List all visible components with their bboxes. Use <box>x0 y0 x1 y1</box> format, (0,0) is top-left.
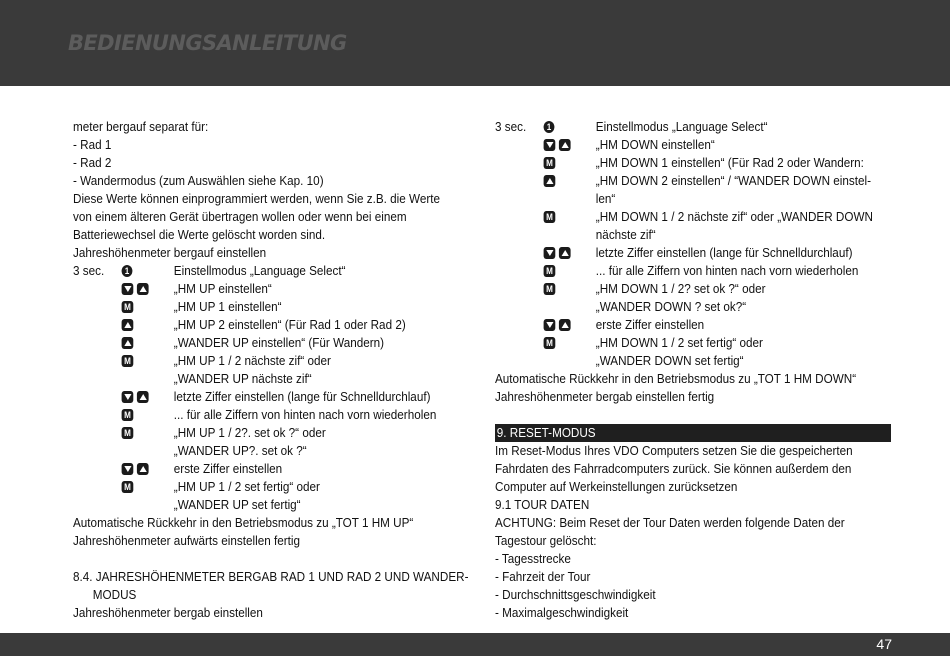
step-text: „HM DOWN 2 einstellen“ / “WANDER DOWN einstel- <box>595 173 872 188</box>
step-text: „HM UP 1 / 2 nächste zif“ oder <box>173 353 331 368</box>
duration-label: 3 sec. <box>495 119 527 134</box>
step-text: ... für alle Ziffern von hinten nach vorn wiederholen <box>595 263 859 278</box>
down-key-icon <box>544 319 556 331</box>
up-key-icon <box>559 319 571 331</box>
step-row <box>73 280 460 298</box>
up-key-icon <box>559 139 571 151</box>
step-row <box>73 262 460 280</box>
down-key-icon <box>544 247 556 259</box>
step-text: „WANDER UP nächste zif“ <box>173 371 312 386</box>
key-1-icon: 1 <box>544 121 555 133</box>
left-column <box>73 118 469 622</box>
m-key-icon: M <box>122 355 134 367</box>
m-key-icon: M <box>122 301 134 313</box>
step-row <box>73 370 460 388</box>
down-key-icon <box>122 391 134 403</box>
step-row <box>73 442 460 460</box>
list-item: - Wandermodus (zum Auswählen siehe Kap. 10) <box>73 173 324 188</box>
up-key-icon <box>122 337 134 349</box>
page-number: 47 <box>876 636 892 652</box>
step-row <box>73 298 460 316</box>
up-key-icon <box>544 175 556 187</box>
step-text: „WANDER DOWN ? set ok?“ <box>595 299 747 314</box>
step-text: letzte Ziffer einstellen (lange für Schnelldurchlauf) <box>595 245 853 260</box>
step-row <box>495 118 890 136</box>
m-key-icon: M <box>544 283 556 295</box>
step-row <box>73 496 460 514</box>
step-row <box>73 334 460 352</box>
step-row <box>495 352 890 370</box>
page-header <box>0 0 950 86</box>
step-text: „HM DOWN 1 / 2? set ok ?“ oder <box>595 281 766 296</box>
step-text: erste Ziffer einstellen <box>595 317 705 332</box>
step-row <box>495 154 890 172</box>
text-line: Computer auf Werkeinstellungen zurücksetzen <box>495 479 738 494</box>
step-text: Einstellmodus „Language Select“ <box>595 119 768 134</box>
step-row <box>73 406 460 424</box>
up-key-icon <box>559 247 571 259</box>
section-heading: 9. RESET-MODUS <box>495 424 891 442</box>
step-row <box>73 460 460 478</box>
m-key-icon: M <box>544 157 556 169</box>
step-row <box>495 226 890 244</box>
text-line: Batteriewechsel die Werte gelöscht worden sind. <box>73 227 326 242</box>
step-text: len“ <box>595 191 616 206</box>
up-key-icon <box>137 283 149 295</box>
step-text: „HM DOWN einstellen“ <box>595 137 715 152</box>
step-row <box>495 262 890 280</box>
step-row <box>73 478 460 496</box>
text-line: Jahreshöhenmeter bergab einstellen fertig <box>495 389 715 404</box>
m-key-icon: M <box>544 265 556 277</box>
text-line: Tagestour gelöscht: <box>495 533 597 548</box>
m-key-icon: M <box>544 337 556 349</box>
step-row <box>495 316 890 334</box>
step-text: „WANDER UP?. set ok ?“ <box>173 443 307 458</box>
down-key-icon <box>544 139 556 151</box>
step-text: „HM UP 1 / 2?. set ok ?“ oder <box>173 425 326 440</box>
step-row <box>495 136 890 154</box>
step-row <box>73 424 460 442</box>
step-row <box>73 316 460 334</box>
down-key-icon <box>122 463 134 475</box>
list-item: - Tagesstrecke <box>495 551 571 566</box>
step-text: erste Ziffer einstellen <box>173 461 283 476</box>
step-text: „HM DOWN 1 / 2 set fertig“ oder <box>595 335 763 350</box>
list-item: - Rad 2 <box>73 155 112 170</box>
text-line: Im Reset-Modus Ihres VDO Computers setzen Sie die gespeicherten <box>495 443 853 458</box>
text-line: von einem älteren Gerät übertragen wollen oder wenn bei einem <box>73 209 407 224</box>
text-line: Automatische Rückkehr in den Betriebsmodus zu „TOT 1 HM UP“ <box>73 515 414 530</box>
step-text: „HM UP einstellen“ <box>173 281 272 296</box>
subheading: Jahreshöhenmeter bergauf einstellen <box>73 245 267 260</box>
subheading: 9.1 TOUR DATEN <box>495 497 590 512</box>
step-row <box>495 334 890 352</box>
step-row <box>73 388 460 406</box>
step-text: letzte Ziffer einstellen (lange für Schnelldurchlauf) <box>173 389 431 404</box>
step-text: nächste zif“ <box>595 227 656 242</box>
page-footer <box>0 633 950 656</box>
list-item: - Fahrzeit der Tour <box>495 569 591 584</box>
step-text: „WANDER DOWN set fertig“ <box>595 353 744 368</box>
step-text: „HM UP 2 einstellen“ (Für Rad 1 oder Rad 2) <box>173 317 406 332</box>
step-row <box>495 280 890 298</box>
step-text: „HM DOWN 1 / 2 nächste zif“ oder „WANDER DOWN <box>595 209 873 224</box>
step-text: „HM UP 1 einstellen“ <box>173 299 282 314</box>
step-row <box>495 172 890 190</box>
down-key-icon <box>122 283 134 295</box>
m-key-icon: M <box>122 481 134 493</box>
step-text: „WANDER UP set fertig“ <box>173 497 301 512</box>
up-key-icon <box>122 319 134 331</box>
up-key-icon <box>137 391 149 403</box>
m-key-icon: M <box>122 427 134 439</box>
m-key-icon: M <box>544 211 556 223</box>
list-item: - Maximalgeschwindigkeit <box>495 605 629 620</box>
subheading: Jahreshöhenmeter bergab einstellen <box>73 605 263 620</box>
step-row <box>495 190 890 208</box>
text-line: Jahreshöhenmeter aufwärts einstellen fertig <box>73 533 300 548</box>
text-line: ACHTUNG: Beim Reset der Tour Daten werden folgende Daten der <box>495 515 845 530</box>
right-column <box>495 118 890 622</box>
text-line: Fahrdaten des Fahrradcomputers zurück. Sie können außerdem den <box>495 461 852 476</box>
text-line: meter bergauf separat für: <box>73 119 209 134</box>
step-text: „HM DOWN 1 einstellen“ (Für Rad 2 oder Wandern: <box>595 155 864 170</box>
key-1-icon: 1 <box>122 265 133 277</box>
up-key-icon <box>137 463 149 475</box>
step-text: Einstellmodus „Language Select“ <box>173 263 346 278</box>
step-row <box>73 352 460 370</box>
manual-title: BEDIENUNGSANLEITUNG <box>68 31 347 55</box>
list-item: - Rad 1 <box>73 137 112 152</box>
duration-label: 3 sec. <box>73 263 105 278</box>
step-row <box>495 244 890 262</box>
list-item: - Durchschnittsgeschwindigkeit <box>495 587 656 602</box>
text-line: Diese Werte können einprogrammiert werden, wenn Sie z.B. die Werte <box>73 191 441 206</box>
step-row <box>495 208 890 226</box>
section-heading: 8.4. JAHRESHÖHENMETER BERGAB RAD 1 UND RAD 2 UND WANDER- <box>73 569 469 584</box>
m-key-icon: M <box>122 409 134 421</box>
step-row <box>495 298 890 316</box>
section-heading-cont: MODUS <box>92 587 137 602</box>
step-text: ... für alle Ziffern von hinten nach vorn wiederholen <box>173 407 437 422</box>
step-text: „WANDER UP einstellen“ (Für Wandern) <box>173 335 385 350</box>
step-text: „HM UP 1 / 2 set fertig“ oder <box>173 479 320 494</box>
text-line: Automatische Rückkehr in den Betriebsmodus zu „TOT 1 HM DOWN“ <box>495 371 857 386</box>
